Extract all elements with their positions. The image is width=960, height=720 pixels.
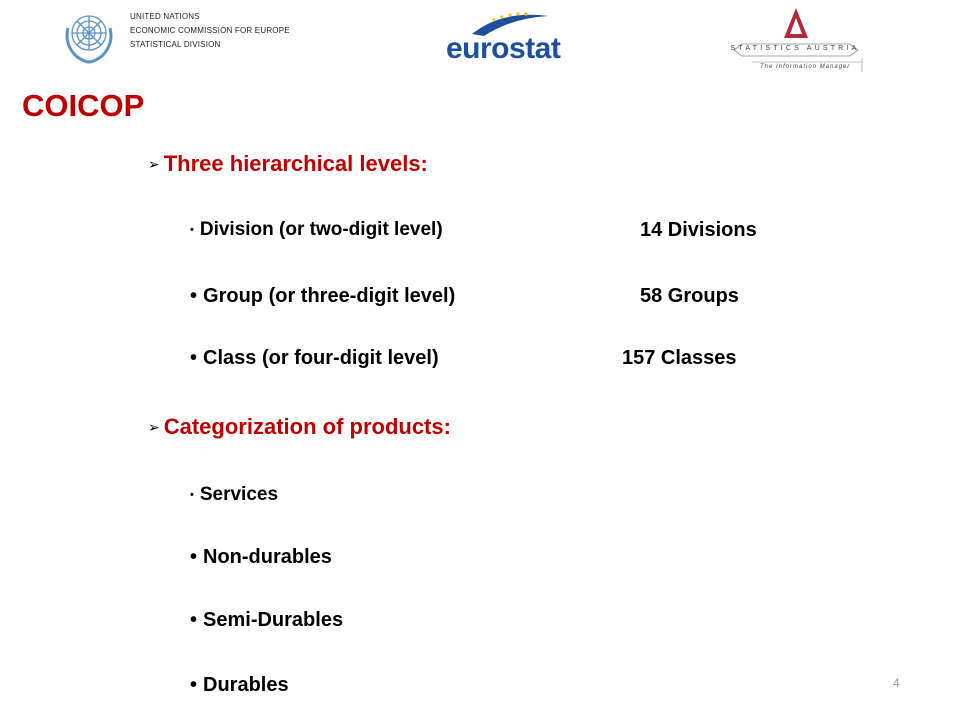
level-count-division: 14 Divisions xyxy=(640,219,757,241)
un-line-3: STATISTICAL DIVISION xyxy=(130,40,221,49)
dot-bullet-icon: • xyxy=(190,285,198,307)
levels-heading-text: Three hierarchical levels: xyxy=(163,151,428,176)
category-label: Non-durables xyxy=(203,546,332,568)
level-label: Division (or two-digit level) xyxy=(199,219,443,240)
un-ece-text-block xyxy=(130,10,290,52)
arrow-bullet-icon: ➢ xyxy=(148,156,160,172)
dot-bullet-icon: • xyxy=(190,224,194,236)
dot-bullet-icon: • xyxy=(190,546,198,568)
category-label: Services xyxy=(199,484,279,505)
level-item-class xyxy=(190,347,439,370)
category-item-semi-durables xyxy=(190,609,343,632)
category-item-durables xyxy=(190,674,289,697)
category-label: Durables xyxy=(203,674,289,696)
level-count-group: 58 Groups xyxy=(640,285,739,307)
level-item-division xyxy=(190,219,443,241)
austria-emblem-icon xyxy=(728,6,866,72)
dot-bullet-icon: • xyxy=(190,347,198,369)
slide-title: COICOP xyxy=(22,88,145,123)
austria-wordmark: STATISTICS AUSTRIA xyxy=(730,45,860,52)
category-label: Semi-Durables xyxy=(203,609,344,631)
level-label: Class (or four-digit level) xyxy=(203,347,439,369)
dot-bullet-icon: • xyxy=(190,609,198,631)
dot-bullet-icon: • xyxy=(190,674,198,696)
categories-heading-text: Categorization of products: xyxy=(163,414,451,439)
level-item-group xyxy=(190,285,455,308)
eurostat-logo xyxy=(432,8,561,66)
arrow-bullet-icon: ➢ xyxy=(148,419,160,435)
category-item-services xyxy=(190,484,278,506)
dot-bullet-icon: • xyxy=(190,489,194,501)
un-line-2: ECONOMIC COMMISSION FOR EUROPE xyxy=(130,26,290,35)
level-label: Group (or three-digit level) xyxy=(203,285,456,307)
eurostat-wordmark: eurostat xyxy=(446,32,561,65)
page-number: 4 xyxy=(893,676,900,690)
level-count-class: 157 Classes xyxy=(622,347,737,369)
austria-tagline: The Information Manager xyxy=(760,64,851,70)
levels-heading xyxy=(148,151,428,177)
un-line-1: UNITED NATIONS xyxy=(130,12,200,21)
categories-heading xyxy=(148,414,451,440)
statistics-austria-logo xyxy=(728,6,866,72)
un-emblem-logo xyxy=(58,6,120,66)
category-item-non-durables xyxy=(190,546,332,569)
